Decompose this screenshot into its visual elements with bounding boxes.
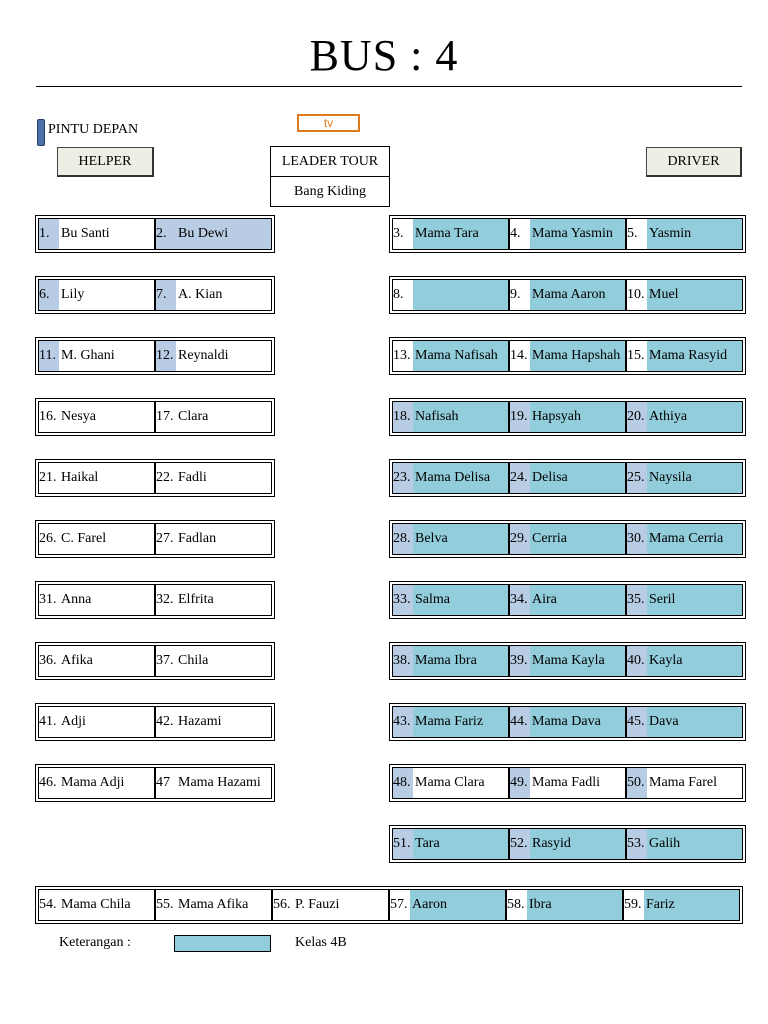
seat-cell[interactable]: [392, 401, 509, 433]
driver-button[interactable]: DRIVER: [646, 147, 742, 177]
seat-cell[interactable]: [38, 340, 155, 372]
seat-passenger-name: Cerria: [530, 524, 625, 554]
seat-passenger-name: Aaron: [410, 890, 505, 920]
seat-cell[interactable]: [272, 889, 389, 921]
seat-passenger-name: Mama Hapshah: [530, 341, 625, 371]
seat-number: 51.: [393, 829, 413, 859]
legend-swatch: [174, 935, 271, 952]
seat-number: 8.: [393, 287, 404, 302]
seat-passenger-name: Belva: [413, 524, 508, 554]
seat-cell[interactable]: [509, 401, 626, 433]
seat-cell[interactable]: [509, 462, 626, 494]
seat-passenger-name: Nafisah: [413, 402, 508, 432]
legend-label: Keterangan :: [59, 935, 131, 950]
seat-cell[interactable]: [626, 218, 743, 250]
seat-passenger-name: Fadlan: [178, 531, 217, 546]
seat-number: 57.: [390, 897, 408, 912]
seat-number: 50.: [627, 768, 647, 798]
seat-passenger-name: Hapsyah: [530, 402, 625, 432]
seat-passenger-name: Naysila: [647, 463, 742, 493]
seat-cell[interactable]: [509, 523, 626, 555]
seat-cell[interactable]: [509, 645, 626, 677]
seat-cell[interactable]: [626, 523, 743, 555]
seat-number: 22.: [156, 470, 174, 485]
seat-number: 47: [156, 775, 170, 790]
right-seat-row: [389, 642, 746, 680]
seat-number: 9.: [510, 287, 521, 302]
seat-passenger-name: [413, 280, 508, 310]
seat-cell[interactable]: [38, 401, 155, 433]
seat-number: 32.: [156, 592, 174, 607]
seat-number: 18.: [393, 402, 413, 432]
seat-passenger-name: Mama Farel: [649, 775, 718, 790]
seat-cell[interactable]: [509, 706, 626, 738]
seat-number: 35.: [627, 585, 647, 615]
seat-cell[interactable]: [389, 889, 506, 921]
seat-number: 31.: [39, 592, 57, 607]
seat-passenger-name: Mama Kayla: [530, 646, 625, 676]
back-seat-row: [35, 886, 743, 924]
seat-cell[interactable]: [38, 767, 155, 799]
seat-passenger-name: Hazami: [178, 714, 222, 729]
right-seat-row: [389, 825, 746, 863]
seat-number: 26.: [39, 531, 57, 546]
seat-cell[interactable]: [155, 401, 272, 433]
seat-cell[interactable]: [392, 706, 509, 738]
seat-passenger-name: M. Ghani: [61, 348, 115, 363]
seat-passenger-name: Mama Delisa: [413, 463, 508, 493]
seat-cell[interactable]: [38, 523, 155, 555]
right-seat-row: [389, 337, 746, 375]
seat-cell[interactable]: [155, 279, 272, 311]
seat-cell[interactable]: [38, 706, 155, 738]
seat-passenger-name: C. Farel: [61, 531, 107, 546]
seat-number: 27.: [156, 531, 174, 546]
seat-number: 48.: [393, 768, 413, 798]
seat-number: 4.: [510, 226, 521, 241]
seat-number: 37.: [156, 653, 174, 668]
seat-passenger-name: Fariz: [644, 890, 739, 920]
seat-number: 30.: [627, 524, 647, 554]
seat-cell[interactable]: [38, 889, 155, 921]
seat-passenger-name: Mama Afika: [178, 897, 249, 912]
left-seat-row: [35, 520, 275, 558]
seat-cell[interactable]: [392, 767, 509, 799]
seat-passenger-name: Mama Ibra: [413, 646, 508, 676]
left-seat-row: [35, 337, 275, 375]
right-seat-row: [389, 276, 746, 314]
title-divider: [36, 86, 742, 87]
seat-number: 16.: [39, 409, 57, 424]
seat-passenger-name: Yasmin: [647, 219, 742, 249]
seat-cell[interactable]: [392, 218, 509, 250]
seat-number: 24.: [510, 463, 530, 493]
seat-number: 55.: [156, 897, 174, 912]
seat-number: 49.: [510, 768, 530, 798]
seat-cell[interactable]: [626, 767, 743, 799]
seat-number: 45.: [627, 707, 647, 737]
seat-cell[interactable]: [392, 523, 509, 555]
seat-cell[interactable]: [155, 889, 272, 921]
seat-passenger-name: Haikal: [61, 470, 99, 485]
seat-passenger-name: Mama Adji: [61, 775, 125, 790]
seat-cell[interactable]: [155, 462, 272, 494]
seat-cell[interactable]: [155, 218, 272, 250]
seat-number: 1.: [39, 219, 59, 249]
right-seat-row: [389, 703, 746, 741]
seat-number: 15.: [627, 348, 645, 363]
seat-passenger-name: Seril: [647, 585, 742, 615]
seat-cell[interactable]: [38, 645, 155, 677]
seat-cell[interactable]: [155, 706, 272, 738]
seat-number: 5.: [627, 226, 638, 241]
right-seat-row: [389, 581, 746, 619]
seat-number: 25.: [627, 463, 647, 493]
leader-tour-name: Bang Kiding: [294, 184, 366, 199]
seat-passenger-name: Delisa: [530, 463, 625, 493]
seat-cell[interactable]: [392, 340, 509, 372]
seat-cell[interactable]: [392, 279, 509, 311]
left-seat-row: [35, 459, 275, 497]
seat-cell[interactable]: [155, 584, 272, 616]
seat-passenger-name: Salma: [413, 585, 508, 615]
seat-passenger-name: Adji: [61, 714, 86, 729]
seat-cell[interactable]: [626, 584, 743, 616]
front-door-icon: [37, 119, 45, 146]
seat-cell[interactable]: [155, 523, 272, 555]
seat-passenger-name: Mama Fadli: [532, 775, 601, 790]
seat-passenger-name: Mama Tara: [413, 219, 508, 249]
seat-cell[interactable]: [38, 218, 155, 250]
seat-passenger-name: Tara: [413, 829, 508, 859]
seat-passenger-name: Anna: [61, 592, 92, 607]
seat-number: 11.: [39, 341, 59, 371]
seat-passenger-name: P. Fauzi: [295, 897, 340, 912]
seat-passenger-name: Mama Clara: [415, 775, 485, 790]
seat-cell[interactable]: [626, 828, 743, 860]
seat-number: 40.: [627, 646, 647, 676]
seat-number: 13.: [393, 348, 411, 363]
seat-passenger-name: Fadli: [178, 470, 207, 485]
seat-passenger-name: Aira: [530, 585, 625, 615]
seat-number: 59.: [624, 897, 642, 912]
seat-number: 20.: [627, 402, 647, 432]
seat-passenger-name: Ibra: [527, 890, 622, 920]
seat-cell[interactable]: [38, 279, 155, 311]
seat-cell[interactable]: [509, 218, 626, 250]
seat-passenger-name: Mama Nafisah: [413, 341, 508, 371]
seat-passenger-name: Athiya: [647, 402, 742, 432]
left-seat-row: [35, 398, 275, 436]
seat-passenger-name: Afika: [61, 653, 93, 668]
seat-cell[interactable]: [155, 767, 272, 799]
seat-passenger-name: Elfrita: [178, 592, 214, 607]
seat-number: 17.: [156, 409, 174, 424]
seat-cell[interactable]: [155, 645, 272, 677]
seat-passenger-name: Kayla: [647, 646, 742, 676]
seat-passenger-name: Mama Rasyid: [647, 341, 742, 371]
seat-number: 53.: [627, 829, 647, 859]
seat-cell[interactable]: [155, 340, 272, 372]
left-seat-row: [35, 703, 275, 741]
seat-cell[interactable]: [392, 462, 509, 494]
seat-passenger-name: Mama Fariz: [413, 707, 508, 737]
left-seat-row: [35, 276, 275, 314]
seat-cell[interactable]: [506, 889, 623, 921]
seat-passenger-name: Chila: [178, 653, 209, 668]
legend-text: Kelas 4B: [295, 935, 347, 950]
seat-passenger-name: Reynaldi: [178, 348, 229, 363]
seat-cell[interactable]: [626, 401, 743, 433]
seat-number: 28.: [393, 524, 413, 554]
seat-passenger-name: Mama Aaron: [530, 280, 625, 310]
seat-cell[interactable]: [626, 706, 743, 738]
seat-cell[interactable]: [626, 279, 743, 311]
seat-number: 7.: [156, 280, 176, 310]
seat-number: 39.: [510, 646, 530, 676]
seat-number: 10.: [627, 287, 645, 302]
right-seat-row: [389, 764, 746, 802]
seat-cell[interactable]: [38, 584, 155, 616]
seat-cell[interactable]: [38, 462, 155, 494]
seat-cell[interactable]: [392, 828, 509, 860]
left-seat-row: [35, 764, 275, 802]
left-seat-row: [35, 215, 275, 253]
seat-number: 21.: [39, 470, 57, 485]
seat-cell[interactable]: [626, 645, 743, 677]
seat-number: 12.: [156, 341, 176, 371]
leader-tour-title: LEADER TOUR: [271, 147, 389, 177]
seat-passenger-name: A. Kian: [178, 287, 223, 302]
seat-cell[interactable]: [392, 584, 509, 616]
seat-number: 33.: [393, 585, 413, 615]
front-door-label: PINTU DEPAN: [48, 122, 139, 137]
seat-cell[interactable]: [509, 279, 626, 311]
right-seat-row: [389, 459, 746, 497]
seat-passenger-name: Bu Santi: [61, 226, 110, 241]
seat-number: 3.: [393, 226, 404, 241]
seat-cell[interactable]: [509, 828, 626, 860]
seat-cell[interactable]: [509, 340, 626, 372]
left-seat-row: [35, 581, 275, 619]
seat-number: 42.: [156, 714, 174, 729]
seat-passenger-name: Mama Cerria: [647, 524, 742, 554]
seat-number: 2.: [156, 219, 176, 249]
seat-passenger-name: Muel: [647, 280, 742, 310]
leader-tour-box: [270, 146, 390, 207]
seat-number: 43.: [393, 707, 413, 737]
seat-passenger-name: Lily: [61, 287, 85, 302]
seat-passenger-name: Galih: [647, 829, 742, 859]
seat-passenger-name: Mama Hazami: [178, 775, 261, 790]
seat-number: 14.: [510, 348, 528, 363]
seat-passenger-name: Mama Yasmin: [530, 219, 625, 249]
seat-number: 52.: [510, 829, 530, 859]
tv-label: tv: [297, 114, 360, 132]
seat-number: 58.: [507, 897, 525, 912]
seat-number: 23.: [393, 463, 413, 493]
seat-cell[interactable]: [626, 462, 743, 494]
right-seat-row: [389, 520, 746, 558]
seat-passenger-name: Rasyid: [530, 829, 625, 859]
seat-passenger-name: Mama Chila: [61, 897, 131, 912]
page-title: BUS : 4: [309, 31, 459, 80]
helper-button[interactable]: HELPER: [57, 147, 154, 177]
left-seat-row: [35, 642, 275, 680]
seat-number: 41.: [39, 714, 57, 729]
seat-passenger-name: Bu Dewi: [176, 219, 271, 249]
seat-cell[interactable]: [509, 767, 626, 799]
seat-number: 56.: [273, 897, 291, 912]
seat-passenger-name: Clara: [178, 409, 209, 424]
seat-number: 38.: [393, 646, 413, 676]
seat-passenger-name: Nesya: [61, 409, 96, 424]
seat-number: 29.: [510, 524, 530, 554]
seat-cell[interactable]: [509, 584, 626, 616]
seat-number: 54.: [39, 897, 57, 912]
seat-number: 44.: [510, 707, 530, 737]
seat-cell[interactable]: [626, 340, 743, 372]
seat-cell[interactable]: [392, 645, 509, 677]
seat-number: 6.: [39, 280, 59, 310]
seat-passenger-name: Dava: [647, 707, 742, 737]
seat-number: 36.: [39, 653, 57, 668]
seat-number: 19.: [510, 402, 530, 432]
seat-number: 46.: [39, 775, 57, 790]
seat-passenger-name: Mama Dava: [530, 707, 625, 737]
seat-cell[interactable]: [623, 889, 740, 921]
right-seat-row: [389, 215, 746, 253]
seat-number: 34.: [510, 585, 530, 615]
right-seat-row: [389, 398, 746, 436]
